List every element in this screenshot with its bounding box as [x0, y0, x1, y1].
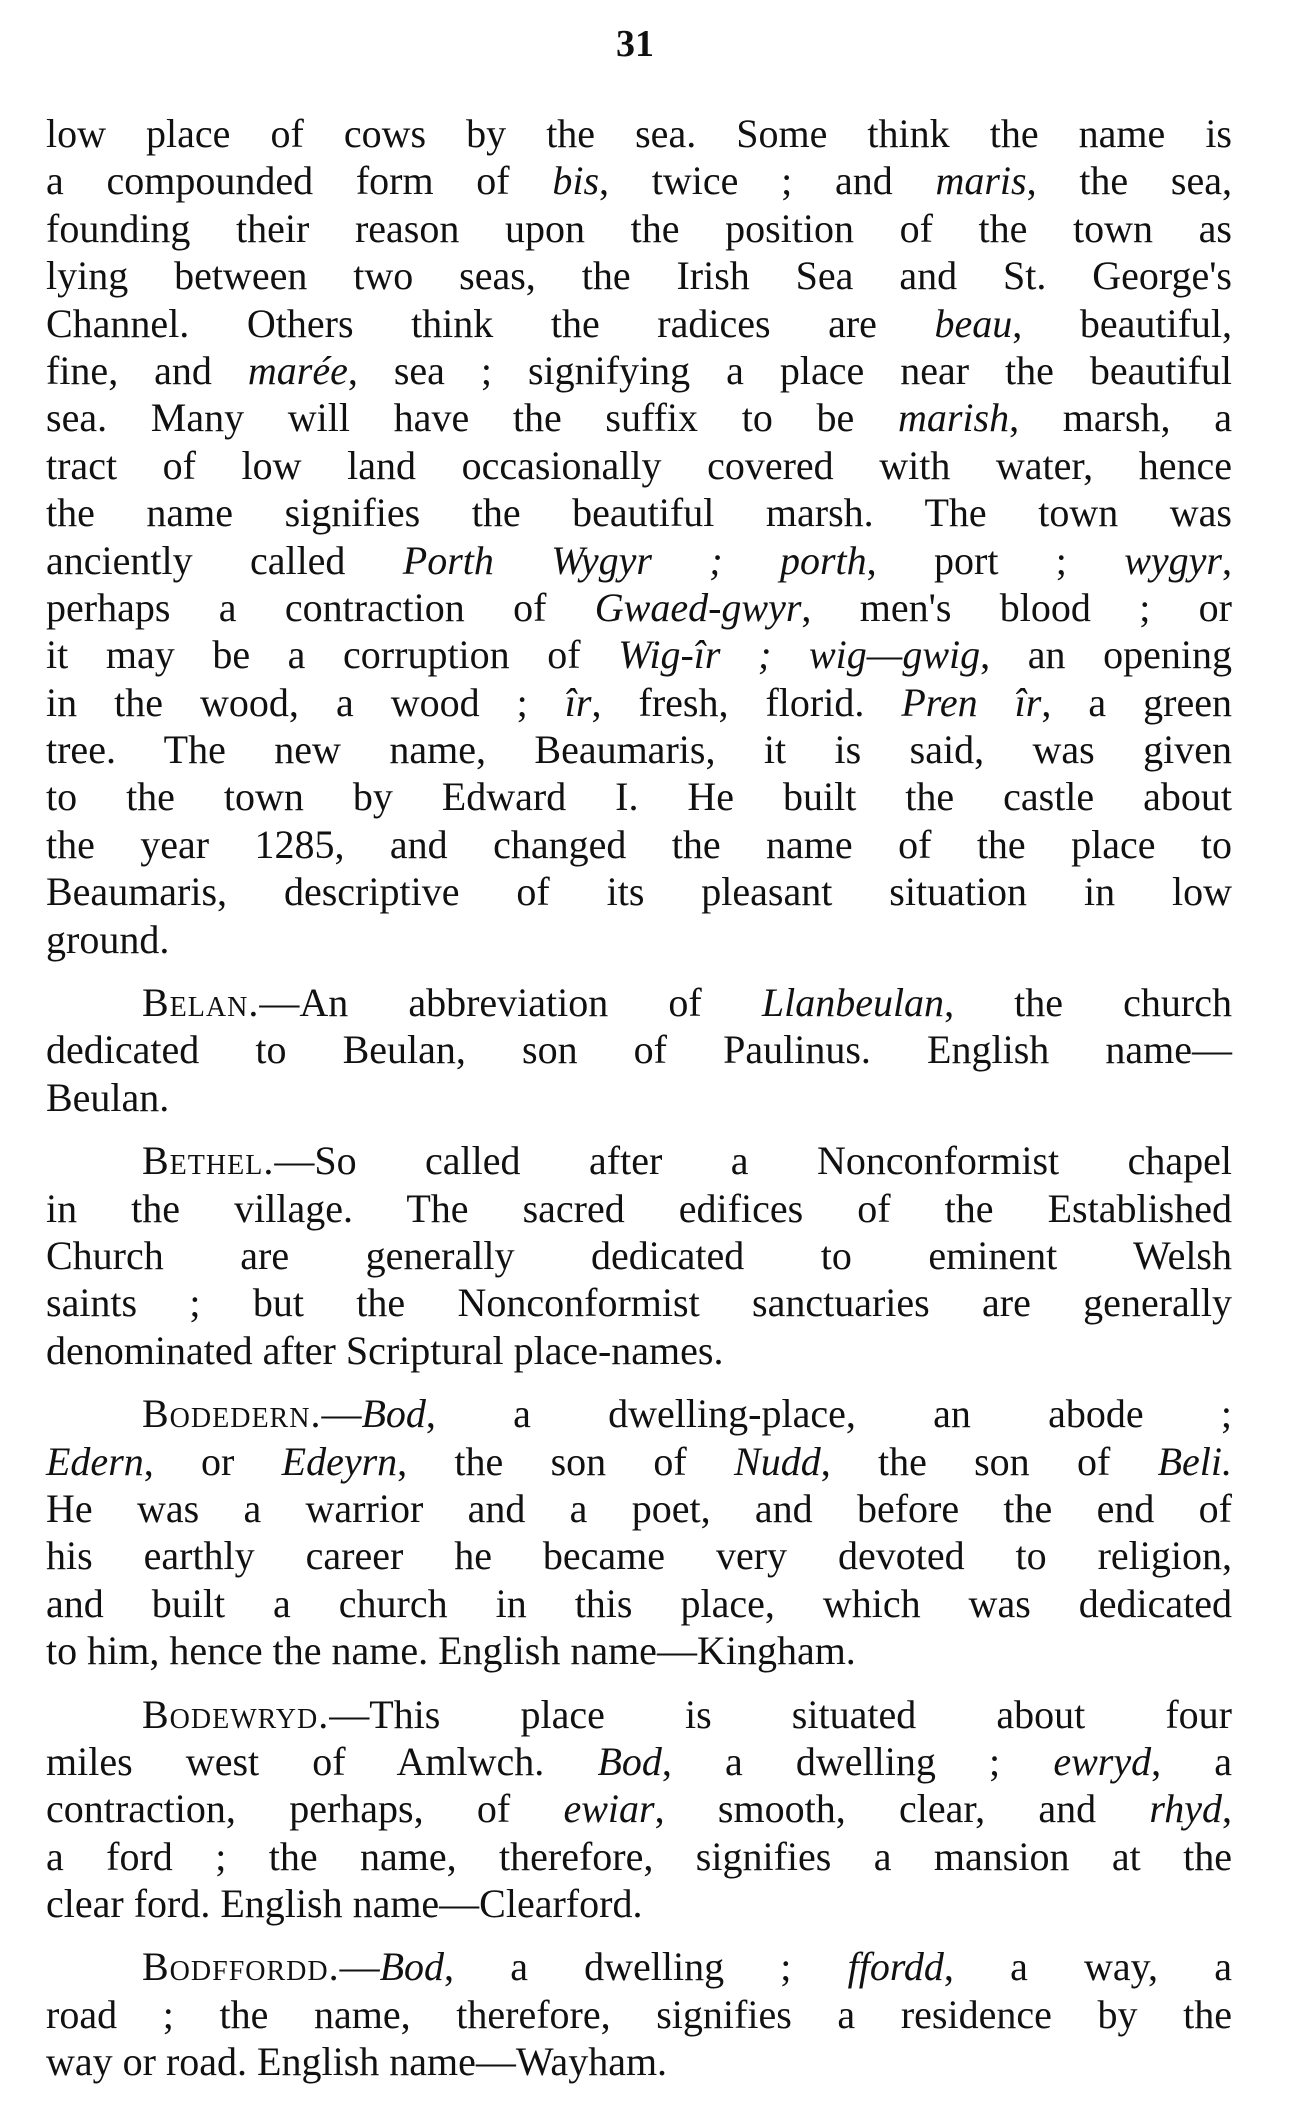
text-segment: tract of low land occasionally covered with water, hence	[46, 442, 1232, 488]
italic-term: Pren îr	[901, 679, 1042, 725]
italic-term: beau	[934, 300, 1013, 346]
text-segment: , beautiful,	[1012, 300, 1232, 346]
paragraph	[46, 979, 1232, 1121]
text-segment: , port ;	[866, 537, 1125, 583]
text-line	[46, 300, 1232, 347]
paragraph	[46, 1390, 1232, 1674]
page-number: 31	[616, 23, 654, 65]
italic-term: Gwaed-gwyr	[594, 584, 802, 630]
text-segment: , men's blood ; or	[801, 584, 1232, 630]
text-segment: in the village. The sacred edifices of the Established	[46, 1185, 1232, 1231]
italic-term: maris	[935, 158, 1027, 204]
text-line	[46, 1279, 1232, 1326]
text-segment: a compounded form of	[46, 158, 553, 204]
text-line	[46, 821, 1232, 868]
text-line	[46, 1137, 1232, 1184]
italic-term: Wig-îr ; wig—gwig	[618, 632, 981, 678]
text-line	[46, 1327, 1232, 1374]
text-segment: , the sea,	[1026, 158, 1232, 204]
text-segment: He was a warrior and a poet, and before the end of	[46, 1485, 1232, 1531]
text-segment: miles west of Amlwch.	[46, 1738, 598, 1784]
text-segment: —This place is situated about four	[329, 1691, 1232, 1737]
text-line	[46, 442, 1232, 489]
text-segment: , a dwelling ;	[661, 1738, 1054, 1784]
paragraph	[46, 110, 1232, 963]
italic-term: ffordd	[847, 1944, 944, 1990]
text-line	[46, 1691, 1232, 1738]
text-segment: , a	[1151, 1738, 1232, 1784]
entry-headword: Bodewryd.	[142, 1691, 330, 1737]
text-line	[46, 916, 1232, 963]
text-segment: , a green	[1041, 679, 1232, 725]
text-segment: ,	[1222, 537, 1232, 583]
text-segment: , the son of	[820, 1438, 1158, 1484]
text-segment: , twice ; and	[599, 158, 936, 204]
text-segment: saints ; but the Nonconformist sanctuaries are generally	[46, 1280, 1232, 1326]
text-segment: , the son of	[397, 1438, 735, 1484]
text-segment: Beaumaris, descriptive of its pleasant situation in low	[46, 869, 1232, 915]
paragraph	[46, 1137, 1232, 1374]
text-segment: fine, and	[46, 347, 248, 393]
text-line	[46, 1232, 1232, 1279]
text-segment: Beulan.	[46, 1074, 170, 1120]
text-segment: Church are generally dedicated to eminent Welsh	[46, 1232, 1232, 1278]
text-segment: and built a church in this place, which was dedicated	[46, 1580, 1232, 1626]
text-segment: perhaps a contraction of	[46, 584, 595, 630]
text-line	[46, 2038, 1232, 2085]
text-line	[46, 1627, 1232, 1674]
italic-term: bis	[552, 158, 600, 204]
text-line	[46, 1438, 1232, 1485]
text-line	[46, 1943, 1232, 1990]
text-segment: , fresh, florid.	[591, 679, 902, 725]
paragraph	[46, 1691, 1232, 1928]
italic-term: rhyd	[1149, 1786, 1223, 1832]
text-segment: a ford ; the name, therefore, signifies a mansion at the	[46, 1833, 1232, 1879]
text-line	[46, 394, 1232, 441]
text-segment: , or	[143, 1438, 282, 1484]
text-line	[46, 110, 1232, 157]
italic-term: Beli.	[1157, 1438, 1232, 1484]
text-segment: dedicated to Beulan, son of Paulinus. English name—	[46, 1027, 1232, 1073]
text-line	[46, 1185, 1232, 1232]
text-segment: anciently called	[46, 537, 403, 583]
text-line	[46, 868, 1232, 915]
page-body-text	[46, 110, 1232, 2102]
text-segment: it may be a corruption of	[46, 632, 619, 678]
text-segment: , a dwelling ;	[444, 1944, 848, 1990]
text-line	[46, 1026, 1232, 1073]
italic-term: Bod	[361, 1391, 426, 1437]
entry-headword: Bodffordd.	[142, 1944, 340, 1990]
text-segment: his earthly career he became very devoted to religion,	[46, 1533, 1232, 1579]
italic-term: Bod	[379, 1944, 445, 1990]
entry-headword: Bethel.	[142, 1138, 275, 1184]
text-segment: , a way, a	[943, 1944, 1232, 1990]
text-segment: sea. Many will have the suffix to be	[46, 395, 898, 441]
text-segment: lying between two seas, the Irish Sea and St. George's	[46, 253, 1232, 299]
italic-term: marée	[247, 347, 348, 393]
text-segment: , an opening	[980, 632, 1233, 678]
text-line	[46, 1074, 1232, 1121]
text-line	[46, 1390, 1232, 1437]
entry-headword: Bodedern.	[142, 1391, 322, 1437]
text-segment: —	[339, 1944, 380, 1990]
text-segment: the name signifies the beautiful marsh. The town was	[46, 490, 1232, 536]
text-segment: —	[321, 1391, 362, 1437]
text-segment: —So called after a Nonconformist chapel	[274, 1138, 1232, 1184]
text-line	[46, 489, 1232, 536]
text-line	[46, 1785, 1232, 1832]
paragraph	[46, 1943, 1232, 2085]
text-line	[46, 347, 1232, 394]
italic-term: Edern	[46, 1438, 144, 1484]
text-segment: , the church	[944, 980, 1232, 1026]
text-segment: clear ford. English name—Clearford.	[46, 1881, 643, 1927]
italic-term: marish	[897, 395, 1010, 441]
italic-term: ewryd	[1053, 1738, 1152, 1784]
text-line	[46, 157, 1232, 204]
text-line	[46, 205, 1232, 252]
italic-term: Edeyrn	[281, 1438, 398, 1484]
text-segment: tree. The new name, Beaumaris, it is said, was given	[46, 727, 1232, 773]
text-line	[46, 1880, 1232, 1927]
text-segment: , a dwelling-place, an abode ;	[425, 1391, 1232, 1437]
text-line	[46, 1580, 1232, 1627]
text-segment: low place of cows by the sea. Some think the name is	[46, 111, 1232, 156]
text-segment: —An abbreviation of	[259, 980, 762, 1026]
italic-term: Bod	[597, 1738, 662, 1784]
text-line	[46, 1991, 1232, 2038]
text-line	[46, 537, 1232, 584]
italic-term: Porth Wygyr ; porth	[402, 537, 867, 583]
text-line	[46, 773, 1232, 820]
text-line	[46, 1738, 1232, 1785]
text-segment: ground.	[46, 916, 170, 962]
text-line	[46, 979, 1232, 1026]
text-segment: road ; the name, therefore, signifies a residence by the	[46, 1991, 1232, 2037]
text-segment: denominated after Scriptural place-names.	[46, 1327, 724, 1373]
text-segment: , marsh, a	[1009, 395, 1232, 441]
text-segment: the year 1285, and changed the name of the place to	[46, 821, 1232, 867]
text-segment: founding their reason upon the position of the town as	[46, 205, 1232, 251]
text-segment: Channel. Others think the radices are	[46, 300, 935, 346]
entry-headword: Belan.	[142, 980, 260, 1026]
text-line	[46, 252, 1232, 299]
text-segment: in the wood, a wood ;	[46, 679, 565, 725]
italic-term: îr	[564, 679, 592, 725]
italic-term: Llanbeulan	[761, 980, 945, 1026]
text-line	[46, 584, 1232, 631]
text-segment: , smooth, clear, and	[654, 1786, 1150, 1832]
text-segment: ,	[1222, 1786, 1233, 1832]
text-line	[46, 631, 1232, 678]
text-segment: to the town by Edward I. He built the castle about	[46, 774, 1232, 820]
text-segment: contraction, perhaps, of	[46, 1786, 564, 1832]
text-line	[46, 1485, 1232, 1532]
text-line	[46, 1833, 1232, 1880]
text-line	[46, 1532, 1232, 1579]
text-line	[46, 679, 1232, 726]
text-segment: , sea ; signifying a place near the beautiful	[347, 347, 1233, 393]
text-line	[46, 726, 1232, 773]
italic-term: Nudd	[734, 1438, 821, 1484]
text-segment: way or road. English name—Wayham.	[46, 2039, 668, 2085]
italic-term: wygyr	[1124, 537, 1222, 583]
italic-term: ewiar	[563, 1786, 655, 1832]
text-segment: to him, hence the name. English name—Kingham.	[46, 1628, 856, 1674]
